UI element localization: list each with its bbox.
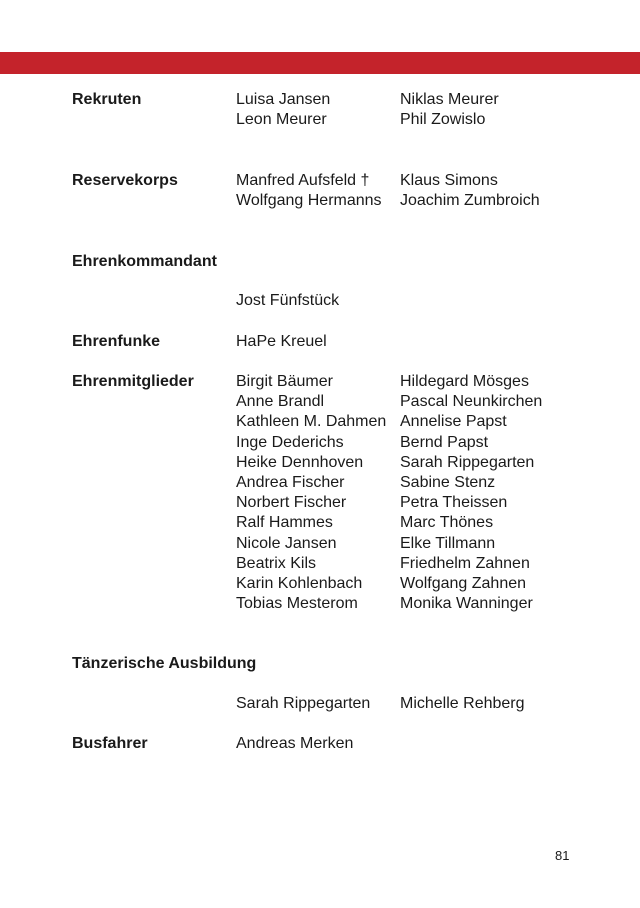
list-item: Heike Dennhoven [236,453,364,471]
list-item: Phil Zowislo [400,111,486,129]
list-item: Jost Fünfstück [236,292,340,309]
name-column-right [400,90,499,130]
section-label: Ehrenmitglieder [72,373,194,390]
section-label: Ehrenfunke [72,333,161,350]
list-item: Luisa Jansen [236,91,331,108]
list-item: Ralf Hammes [236,514,333,532]
list-item: Elke Tillmann [400,534,496,552]
list-item: Monika Wanninger [400,595,533,613]
list-item: Sarah Rippegarten [400,453,535,471]
name-column-left [236,694,370,714]
name-column-left [236,332,327,352]
list-item: Wolfgang Zahnen [400,574,527,592]
list-item: Anne Brandl [236,393,325,411]
list-item: Birgit Bäumer [236,373,333,390]
header-bar [0,52,640,74]
name-column-left [236,291,339,311]
list-item: Sarah Rippegarten [236,695,371,712]
list-item: Michelle Rehberg [400,695,525,712]
list-item: Marc Thönes [400,514,494,532]
section-label: Busfahrer [72,735,148,752]
list-item: Bernd Papst [400,433,489,451]
name-column-left [236,734,353,754]
list-item: Annelise Papst [400,413,507,431]
name-column-right [400,171,540,211]
list-item: Hildegard Mösges [400,373,529,390]
list-item: Wolfgang Hermanns [236,192,382,210]
list-item: Beatrix Kils [236,554,317,572]
list-item: Petra Theissen [400,494,508,512]
name-column-left [236,171,382,211]
list-item: Kathleen M. Dahmen [236,413,387,431]
list-item: Pascal Neunkirchen [400,393,543,411]
section-label: Rekruten [72,91,142,108]
list-item: Karin Kohlenbach [236,574,363,592]
list-item: Nicole Jansen [236,534,337,552]
section-label: Ehrenkommandant [72,253,217,270]
list-item: Manfred Aufsfeld † [236,172,370,189]
list-item: Sabine Stenz [400,473,496,491]
list-item: Andrea Fischer [236,473,345,491]
name-column-right [400,372,542,614]
list-item: Joachim Zumbroich [400,192,540,210]
list-item: Andreas Merken [236,735,354,752]
name-column-right [400,694,525,714]
list-item: Klaus Simons [400,172,498,189]
list-item: Friedhelm Zahnen [400,554,530,572]
list-item: HaPe Kreuel [236,333,327,350]
list-item: Norbert Fischer [236,494,347,512]
name-column-left [236,372,386,614]
list-item: Inge Dederichs [236,433,344,451]
name-column-left [236,90,330,130]
page-number: 81 [555,848,570,863]
section-label: Reservekorps [72,172,178,189]
list-item: Tobias Mesterom [236,595,358,613]
list-item: Niklas Meurer [400,91,499,108]
list-item: Leon Meurer [236,111,327,129]
section-label: Tänzerische Ausbildung [72,655,257,672]
